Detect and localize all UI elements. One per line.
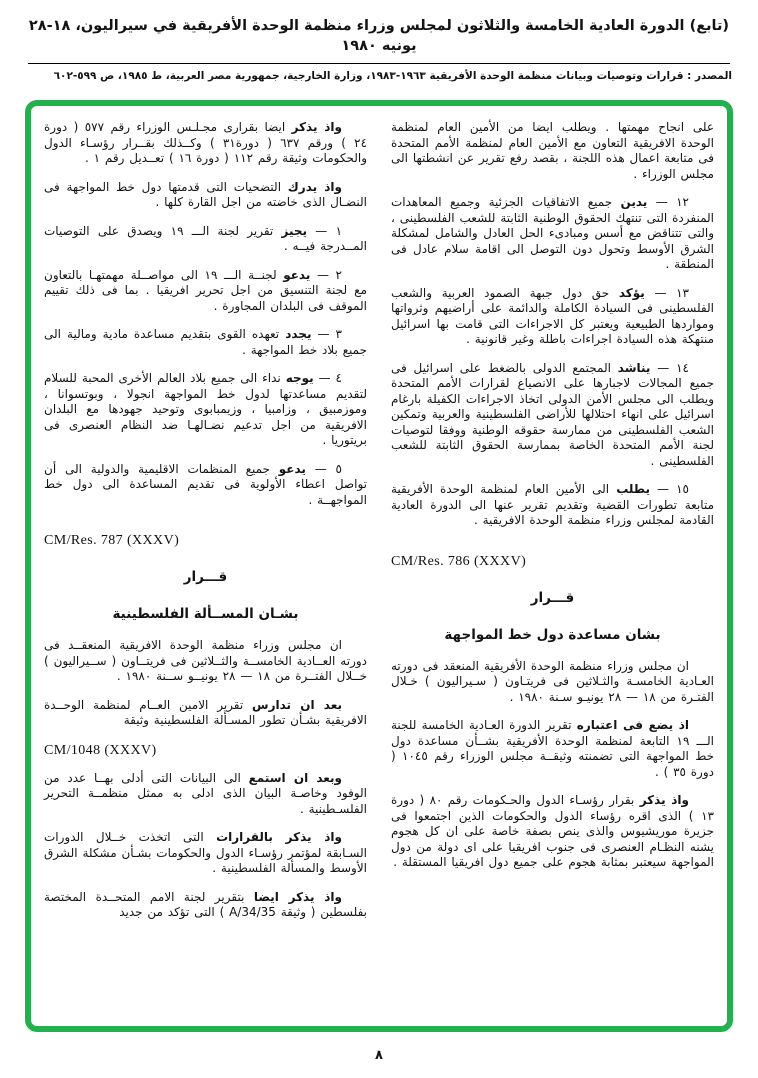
paragraph: ١٢ — يدين جميع الاتفاقيات الجزئية وجميع المعاهدات المنفردة التى تنتهك الحقوق الوطنية الثابتة للشعب الفلسطينى ، والتى تتناقض مع أسس ومبادىء الحل العادل والشامل لمشكلة الشرق الأوسط وتحول دون التوصل الى اقامة سلام عادل فى المنطقة . [391,195,714,271]
paragraph: ١٣ — يؤكد حق دول جبهة الصمود العربية والشعب الفلسطينى فى السيادة الكاملة والدائمة على أراضيهم وثرواتها ومواردها الطبيعية ويعتبر كل الاجراءات التى قامت بها اسرائيل منتهكة هذه السيادة اجراءات باطلة وغير قانونية . [391,285,714,346]
paragraph: واذ يذكر ايضا بقرارى مجـلـس الوزراء رقم ٥٧٧ ( دورة ٢٤ ) ورقم ٦٣٧ ( دورة٣١ ) وكــذلك بقــرار رؤسـاء الدول والحكومات وثيقة رقم ١١٢ ( دورة ١٦ ) تعــديل رقم ١ . [44,120,368,165]
paragraph: اذ يضع فى اعتباره تقرير الدورة العـادية الخامسة للجنة الـــ ١٩ التابعة لمنظمة الوحدة الأفريقية بشــأن مساعدة دول خط المواجهة التى تضمنته وثيقــة مجلس الوزراء رقم ١٠٤٥ ( دورة ٣٥ ) . [391,718,715,779]
resolution-heading: قـــرار [183,569,228,585]
paragraph: واذ يدرك التضحيات التى قدمتها دول خط المواجهة فى النضـال الذى خاضته من اجل القارة كلها . [44,179,367,209]
paragraph: ١٤ — يناشد المجتمع الدولى بالضغط على اسرائيل فى جميع المجالات لاجبارها على الانصياع لقرارات الأمم المتحدة ويطلب الى مجلس الأمن الدولى اتخاذ الاجراءات الكفيلة بارغام اسرائيل على انهاء احتلالها للأراضى الفلسطينية والعربية وتمكين الشعب الفلسطينى من ممارسة حقوقه الوطنية ووفقا لتوصيات لجنة الأمم المتحدة الخاصة بممارسة الحقوق الثابتة للشعب الفلسطينى . [391,360,714,468]
page-header [0,0,758,83]
resolution-heading: بشـان المســألة الفلسطينية [112,606,299,622]
paragraph: ان مجلس وزراء منظمة الوحدة الافريقية المنعقــد فى دورته العــادية الخامســة والثــلاثين فى فريتــاون ( ســيراليون ) خــلال الفتــرة من ١٨ — ٢٨ يونيــو ســنة ١٩٨٠ . [44,638,367,683]
page-title: (تابع) الدورة العادية الخامسة والثلاثون لمجلس وزراء منظمة الوحدة الأفريقية في سيراليون، ١٨-٢٨ يونيه ١٩٨٠ [28,18,730,54]
column-right [391,120,714,1016]
content-border-box [25,100,733,1032]
paragraph: ٥ — يدعو جميع المنظمات الاقليمية والدولية الى أن تواصل اعطاء الأولوية فى تقديم المساعدة الى دول خط المواجهــة . [44,461,367,507]
paragraph: وبعد ان استمع الى البيانات التى أدلى بهــا عدد من الوفود وخاصـة البيان الذى ادلى به ممثل منظمــة التحرير الفلسـطينية . [44,770,367,816]
source-line: المصدر : قرارات وتوصيات وبيانات منظمة الوحدة الأفريقية ١٩٦٣-١٩٨٣، وزارة الخارجية، جمهورية مصر العربية، ط ١٩٨٥، ص ٥٩٩-٦٠٢ [53,70,732,82]
paragraph: ٣ — يجدد تعهده القوى بتقديم مساعدة مادية ومالية الى جميع بلاد خط المواجهة . [44,327,367,357]
paragraph: ١٥ — يطلب الى الأمين العام لمنظمة الوحدة الأفريقية متابعة تطورات القضية وتقديم تقرير عنها الى الدورة العادية القادمة لمجلس وزراء منظمة الوحدة الافريقية . [391,482,714,527]
paragraph: ٢ — يدعو لجنــة الـــ ١٩ الى مواصــلة مهمتهـا بالتعاون مع لجنة التنسيق من اجل تحرير افريقيا . بما فى ذلك تقييم الموقف فى البلدان المجاورة . [44,267,367,313]
header-rule [28,63,730,64]
paragraph: واذ يذكر بالقرارات التى اتخذت خــلال الدورات السـابقة لمؤتمر رؤسـاء الدول والحكومات بشـأن مشكلة الشرق الأوسط والمسألة الفلسطينية . [44,830,367,875]
paragraph: ان مجلس وزراء منظمة الوحدة الأفريقية المنعقد فى دورته العـادية الخامسـة والثـلاثين فى فريتـاون ( سـيراليون ) خـلال الفتـرة من ١٨ — ٢٨ يونيـو سـنة ١٩٨٠ . [391,658,714,704]
paragraph: بعد ان تدارس تقرير الامين العــام لمنظمة الوحــدة الافريقية بشـأن تطور المسـألة الفلسطينية وثيقة [44,697,367,727]
column-left [44,120,367,1016]
paragraph: واذ يذكر ايضا بتقرير لجنة الامم المتحــدة المختصة بفلسطين ( وثيقة A/34/35 ) التى تؤكد من جديد [44,889,367,919]
paragraph: واذ يذكر بقرار رؤسـاء الدول والحـكومات رقم ٨٠ ( دورة ١٣ ) الذى اقره رؤساء الدول والحكومات الذين اجتمعوا فى جزيرة موريشيوس والذى ينص بصفة خاصة على ان كل هجوم يشنه النظـام العنصرى فى جنوب افريقيا على اى دولة من دول المواجهة سيعتبر بمثابة هجوم على جميع دول افريقيا المستقلة . [391,793,714,869]
paragraph: على انجاح مهمتها . ويطلب ايضا من الأمين العام لمنظمة الوحدة الافريقية التعاون مع الأمين العام لمنظمة الأمم المتحدة فى متابعة اعمال هذه اللجنة ، بقصد رفع تقرير عن انشطتها الى مجلس الوزراء . [391,120,714,181]
resolution-reference: CM/1048 (XXXV) [44,742,157,758]
paragraph: ١ — يجيز تقرير لجنة الـــ ١٩ ويصدق على التوصيات المــدرجة فيــه . [44,223,367,253]
page-number: ٨ [375,1048,383,1063]
resolution-reference: CM/Res. 786 (XXXV) [391,553,527,569]
resolution-reference: CM/Res. 787 (XXXV) [44,533,180,548]
resolution-heading: بشان مساعدة دول خط المواجهة [444,626,661,643]
resolution-heading: قـــرار [530,589,575,606]
two-column-layout [44,120,714,1016]
paragraph: ٤ — يوجه نداء الى جميع بلاد العالم الأخرى المحبة للسلام لتقديم مساعدتها لدول خط المواجهة انجولا ، وبوتسوانا ، وموزمبيق ، وزامبيا ، وزيمبابوى وتوحيد جهودها مع البلدان الافريقية من اجل تدعيم نضـالهـا ضد النظام العنصرى فى بريتوريا . [44,371,367,447]
